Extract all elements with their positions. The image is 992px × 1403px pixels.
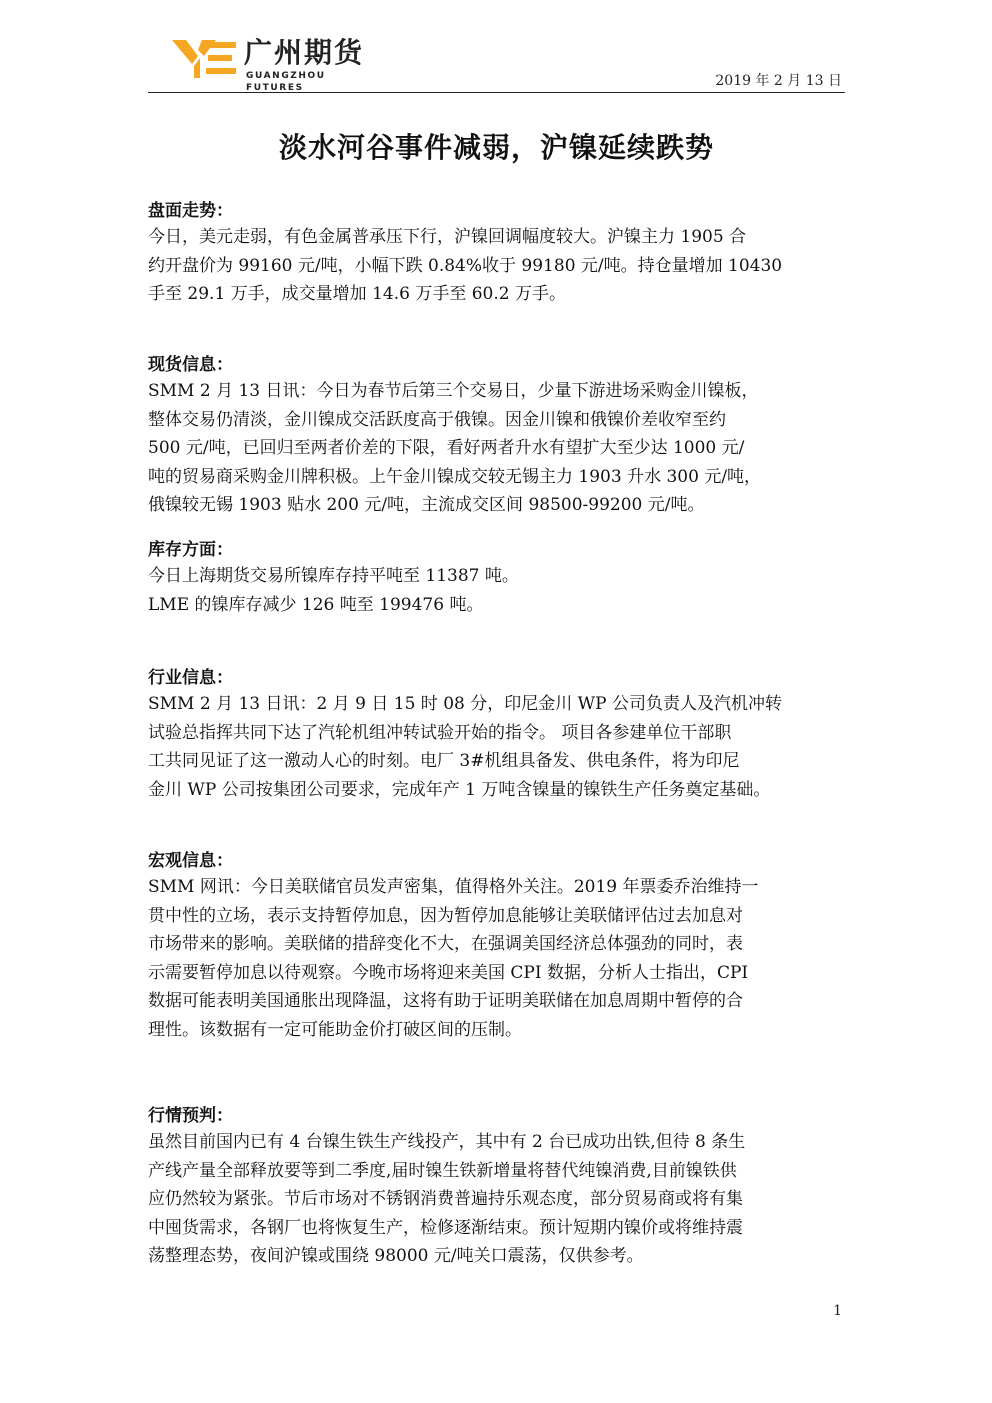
section-line: 试验总指挥共同下达了汽轮机组冲转试验开始的指令。 项目各参建单位干部职 (148, 722, 732, 743)
section-heading: 现货信息： (148, 355, 233, 375)
section-market-forecast (148, 1104, 848, 1271)
section-heading: 宏观信息： (148, 851, 233, 871)
logo-cn-text: 广州期货 (244, 36, 365, 69)
section-line: SMM 网讯：今日美联储官员发声密集，值得格外关注。2019 年票委乔治维持一 (148, 877, 759, 897)
section-line: 金川 WP 公司按集团公司要求，完成年产 1 万吨含镍量的镍铁生产任务奠定基础。 (148, 779, 771, 800)
report-title: 淡水河谷事件减弱，沪镍延续跌势 (278, 131, 714, 164)
section-line: 市场带来的影响。美联储的措辞变化不大，在强调美国经济总体强劲的同时，表 (148, 934, 743, 954)
report-date: 2019 年 2 月 13 日 (715, 73, 842, 89)
logo-mark-icon (172, 36, 238, 80)
page-number: 1 (833, 1303, 842, 1319)
section-line: 500 元/吨，已回归至两者价差的下限，看好两者升水有望扩大至少达 1000 元/ (148, 438, 745, 458)
section-line: 整体交易仍清淡，金川镍成交活跃度高于俄镍。因金川镍和俄镍价差收窄至约 (148, 409, 726, 430)
section-heading: 行业信息： (148, 668, 233, 688)
section-line: 理性。该数据有一定可能助金价打破区间的压制。 (148, 1019, 522, 1040)
section-line: 吨的贸易商采购金川牌积极。上午金川镍成交较无锡主力 1903 升水 300 元/吨， (148, 466, 762, 487)
section-line: 中囤货需求，各钢厂也将恢复生产，检修逐渐结束。预计短期内镍价或将维持震 (148, 1217, 743, 1238)
section-industry-info (148, 666, 848, 804)
section-line: 虽然目前国内已有 4 台镍生铁生产线投产，其中有 2 台已成功出铁,但待 8 条生 (148, 1132, 746, 1152)
company-logo (172, 36, 372, 93)
section-line: 示需要暂停加息以待观察。今晚市场将迎来美国 CPI 数据，分析人士指出，CPI (148, 962, 749, 983)
section-line: 应仍然较为紧张。节后市场对不锈钢消费普遍持乐观态度，部分贸易商或将有集 (148, 1189, 743, 1209)
section-line: 荡整理态势，夜间沪镍或围绕 98000 元/吨关口震荡，仅供参考。 (148, 1246, 644, 1266)
section-line: 产线产量全部释放要等到二季度,届时镍生铁新增量将替代纯镍消费,目前镍铁供 (148, 1160, 737, 1181)
logo-en-text: GUANGZHOU FUTURES (246, 71, 326, 93)
section-line: 工共同见证了这一激动人心的时刻。电厂 3#机组具备发、供电条件，将为印尼 (148, 751, 740, 771)
section-heading: 盘面走势： (148, 201, 233, 221)
section-line: 今日，美元走弱，有色金属普承压下行，沪镍回调幅度较大。沪镍主力 1905 合 (148, 227, 747, 247)
section-inventory (148, 538, 848, 619)
section-line: SMM 2 月 13 日讯：今日为春节后第三个交易日，少量下游进场采购金川镍板， (148, 381, 759, 401)
section-line: 手至 29.1 万手，成交量增加 14.6 万手至 60.2 万手。 (148, 284, 566, 304)
section-line: 今日上海期货交易所镍库存持平吨至 11387 吨。 (148, 566, 519, 586)
section-heading: 行情预判： (148, 1106, 233, 1126)
section-line: 贯中性的立场，表示支持暂停加息，因为暂停加息能够让美联储评估过去加息对 (148, 905, 743, 926)
section-line: 俄镍较无锡 1903 贴水 200 元/吨，主流成交区间 98500-99200 元/吨。 (148, 495, 705, 515)
header-divider (148, 92, 845, 93)
section-macro-info (148, 849, 848, 1044)
section-spot-info (148, 353, 848, 520)
section-market-trend (148, 199, 848, 309)
section-line: LME 的镍库存减少 126 吨至 199476 吨。 (148, 594, 484, 615)
section-line: SMM 2 月 13 日讯：2 月 9 日 15 时 08 分，印尼金川 WP 公司负责人及汽机冲转 (148, 694, 782, 714)
section-line: 约开盘价为 99160 元/吨，小幅下跌 0.84%收于 99180 元/吨。持仓量增加 10430 (148, 255, 783, 276)
section-line: 数据可能表明美国通胀出现降温，这将有助于证明美联储在加息周期中暂停的合 (148, 991, 743, 1011)
section-heading: 库存方面： (148, 540, 233, 560)
